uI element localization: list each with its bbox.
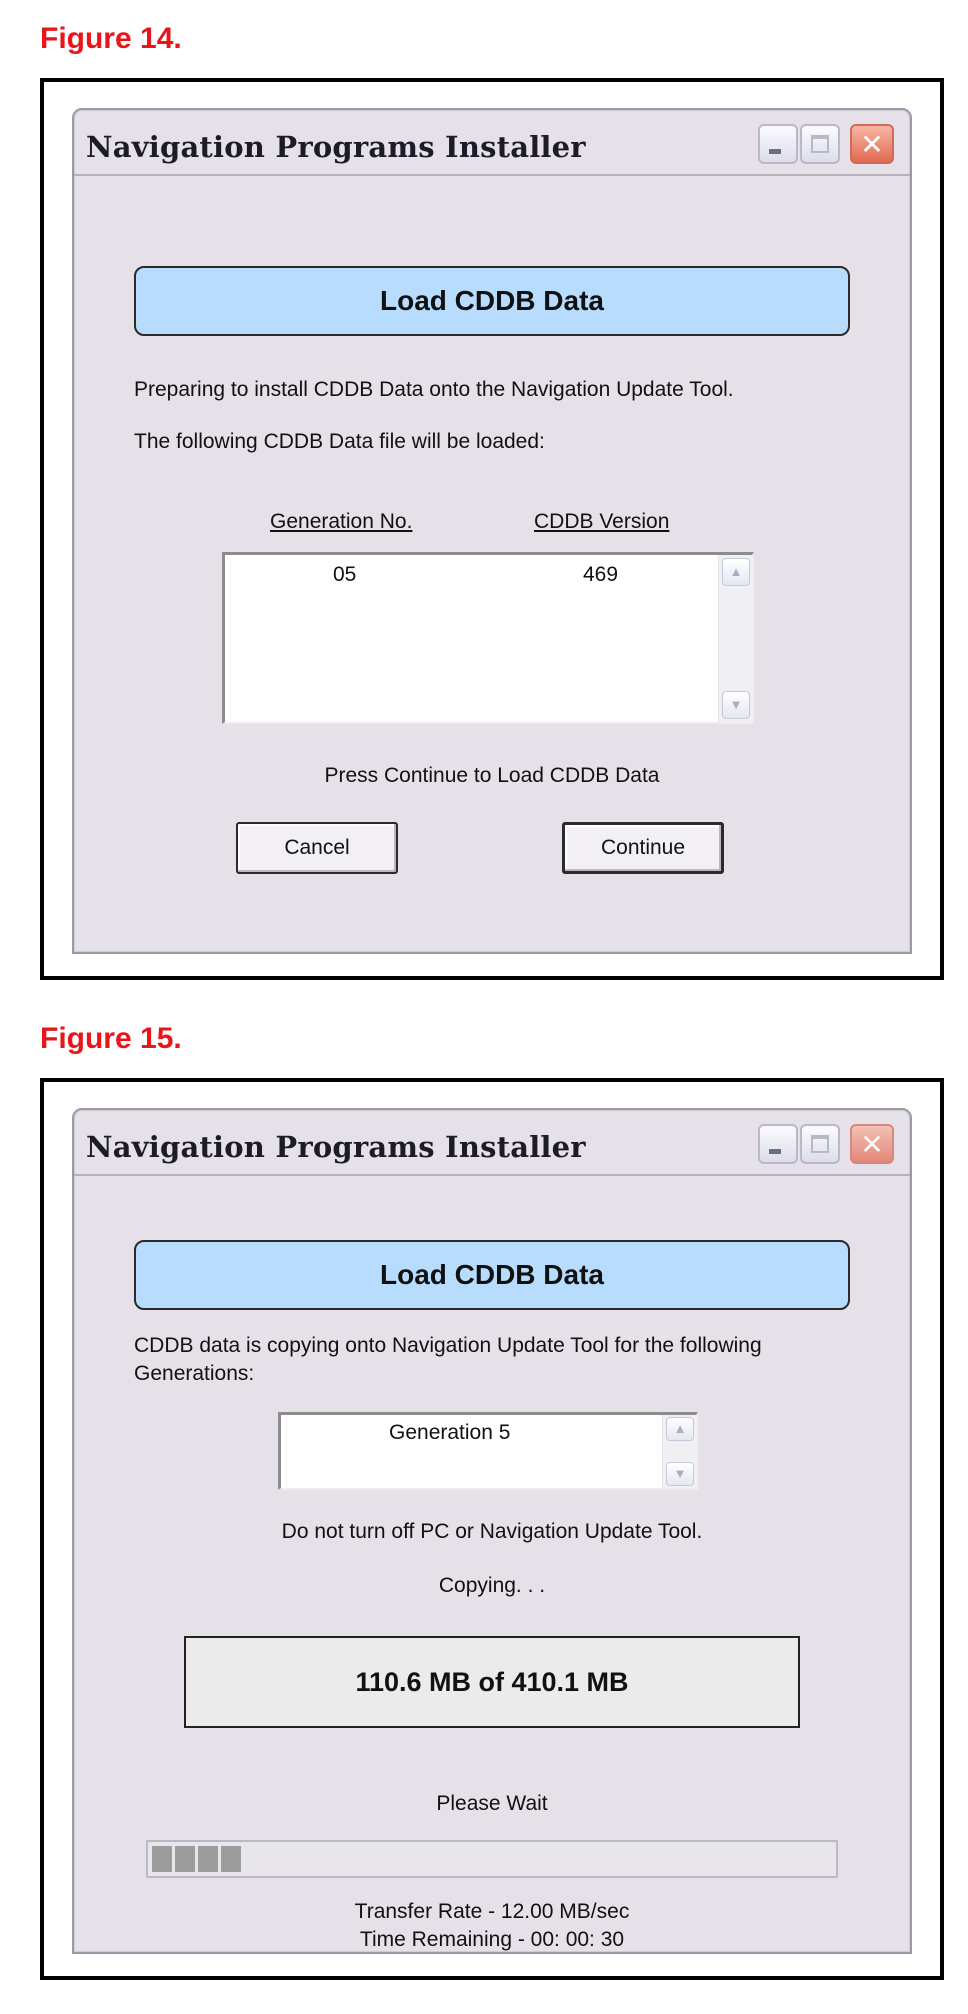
generation-cell: 05 — [333, 563, 357, 586]
minimize-button[interactable] — [758, 1124, 798, 1164]
title-bar[interactable] — [74, 1110, 910, 1176]
window-title: Navigation Programs Installer — [86, 130, 586, 164]
progress-bar — [146, 1840, 838, 1878]
progress-segment — [175, 1846, 195, 1872]
close-icon: ✕ — [860, 128, 884, 161]
copy-text-line2: Generations: — [134, 1362, 255, 1385]
title-bar[interactable] — [74, 110, 910, 176]
chevron-down-icon[interactable]: ▼ — [722, 691, 750, 719]
window-title: Navigation Programs Installer — [86, 1130, 586, 1164]
continue-button[interactable]: Continue — [562, 822, 724, 874]
cddb-file-list[interactable] — [222, 552, 754, 724]
maximize-button[interactable] — [800, 124, 840, 164]
progress-segment — [221, 1846, 241, 1872]
chevron-up-icon[interactable]: ▲ — [722, 558, 750, 586]
maximize-icon — [811, 1135, 829, 1153]
progress-segment — [152, 1846, 172, 1872]
intro-text-line1: Preparing to install CDDB Data onto the Navigation Update Tool. — [134, 378, 734, 401]
close-button[interactable] — [850, 124, 894, 164]
generation-list[interactable] — [278, 1412, 698, 1490]
figure-15-label: Figure 15. — [40, 1022, 182, 1055]
instruction-text: Press Continue to Load CDDB Data — [324, 764, 660, 787]
minimize-icon — [769, 149, 781, 154]
please-wait-label: Please Wait — [436, 1792, 548, 1815]
figure-15-frame — [40, 1078, 944, 1980]
chevron-up-icon[interactable]: ▲ — [666, 1417, 694, 1441]
column-header-generation: Generation No. — [270, 510, 413, 533]
figure-14-frame — [40, 78, 944, 980]
time-remaining: Time Remaining - 00: 00: 30 — [359, 1928, 625, 1951]
size-progress-box: 110.6 MB of 410.1 MB — [184, 1636, 800, 1728]
minimize-button[interactable] — [758, 124, 798, 164]
chevron-down-icon[interactable]: ▼ — [666, 1462, 694, 1486]
minimize-icon — [769, 1149, 781, 1154]
version-cell: 469 — [583, 563, 619, 586]
list-scrollbar[interactable] — [662, 1415, 696, 1488]
maximize-button[interactable] — [800, 1124, 840, 1164]
transfer-rate: Transfer Rate - 12.00 MB/sec — [354, 1900, 630, 1923]
load-cddb-banner: Load CDDB Data — [134, 266, 850, 336]
close-icon: ✕ — [860, 1128, 884, 1161]
generation-item: Generation 5 — [389, 1421, 511, 1444]
list-scrollbar[interactable] — [718, 555, 752, 722]
progress-segment — [198, 1846, 218, 1872]
installer-window-1 — [72, 108, 912, 954]
cancel-button[interactable]: Cancel — [236, 822, 398, 874]
intro-text-line2: The following CDDB Data file will be loaded: — [134, 430, 545, 453]
close-button[interactable] — [850, 1124, 894, 1164]
warning-text: Do not turn off PC or Navigation Update Tool. — [281, 1520, 703, 1543]
figure-14-label: Figure 14. — [40, 22, 182, 55]
installer-window-2 — [72, 1108, 912, 1954]
copy-text-line1: CDDB data is copying onto Navigation Update Tool for the following — [134, 1334, 762, 1357]
maximize-icon — [811, 135, 829, 153]
column-header-cddb-version: CDDB Version — [534, 510, 670, 533]
load-cddb-banner: Load CDDB Data — [134, 1240, 850, 1310]
copying-status: Copying. . . — [438, 1574, 546, 1597]
